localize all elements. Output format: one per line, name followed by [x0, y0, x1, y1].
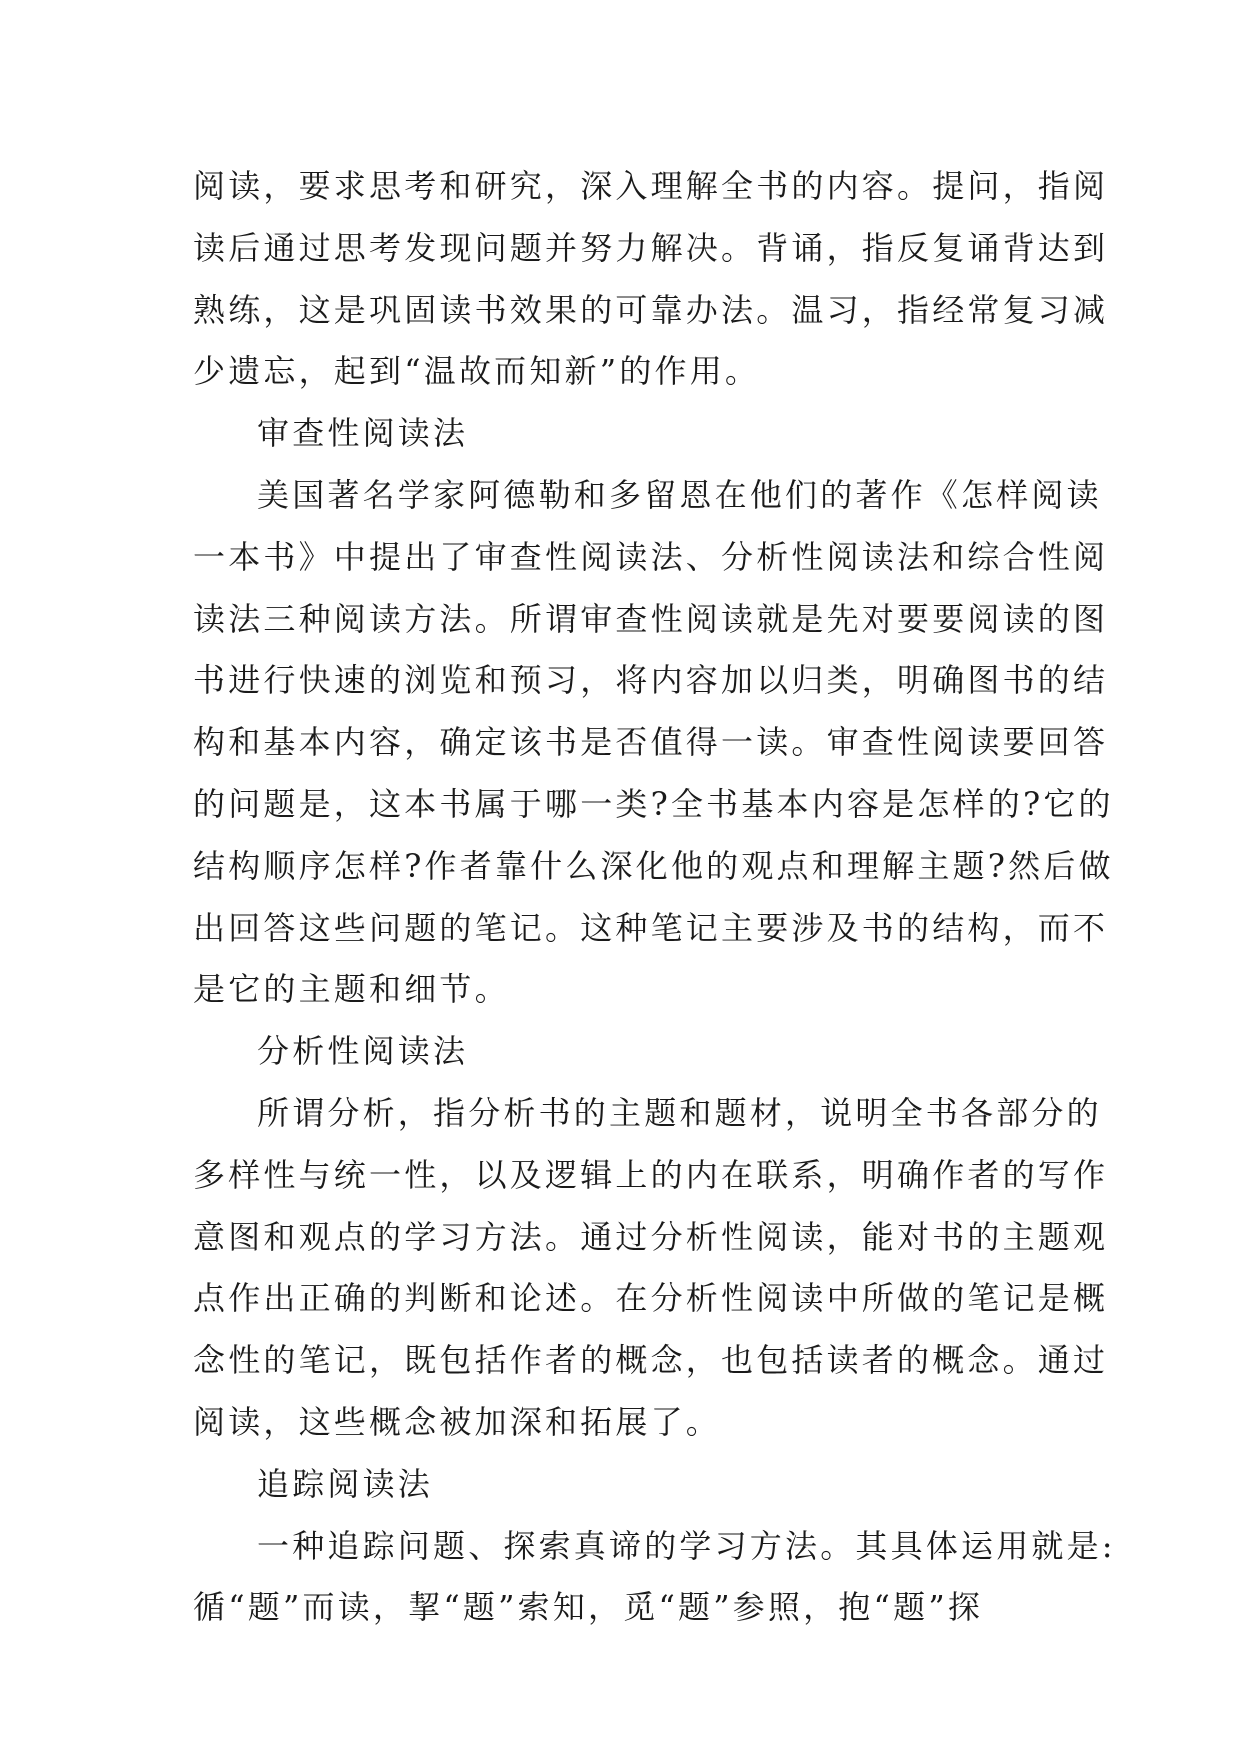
- section-heading-analytical-reading: [193, 1021, 1056, 1083]
- body-paragraph: [193, 1516, 1116, 1640]
- body-paragraph: [193, 465, 1114, 1021]
- text-line: 所谓分析，指分析书的主题和题材，说明全书各部分的: [257, 1093, 1102, 1132]
- text-line: 少遗忘，起到“温故而知新”的作用。: [193, 352, 761, 391]
- text-line: 出回答这些问题的笔记。这种笔记主要涉及书的结构，而不: [193, 908, 1109, 947]
- document-body: [193, 156, 1116, 1639]
- text-line: 意图和观点的学习方法。通过分析性阅读，能对书的主题观: [193, 1217, 1109, 1256]
- text-line: 熟练，这是巩固读书效果的可靠办法。温习，指经常复习减: [193, 290, 1109, 329]
- text-line: 循“题”而读，挈“题”索知，觅“题”参照，抱“题”探: [193, 1588, 984, 1627]
- text-line: 阅读，要求思考和研究，深入理解全书的内容。提问，指阅: [193, 167, 1109, 205]
- body-paragraph: [193, 156, 1109, 403]
- text-line: 念性的笔记，既包括作者的概念，也包括读者的概念。通过: [193, 1341, 1109, 1380]
- section-heading-review-reading: [193, 403, 1056, 465]
- text-line: 是它的主题和细节。: [193, 970, 510, 1009]
- text-line: 的问题是，这本书属于哪一类?全书基本内容是怎样的?它的: [193, 784, 1114, 823]
- text-line: 一种追踪问题、探索真谛的学习方法。其具体运用就是:: [257, 1526, 1116, 1565]
- text-line: 读法三种阅读方法。所谓审查性阅读就是先对要要阅读的图: [193, 599, 1109, 638]
- body-paragraph: [193, 1083, 1109, 1454]
- text-line: 美国著名学家阿德勒和多留恩在他们的著作《怎样阅读: [257, 475, 1102, 514]
- heading-text: 审查性阅读法: [257, 414, 469, 453]
- text-line: 点作出正确的判断和论述。在分析性阅读中所做的笔记是概: [193, 1279, 1109, 1318]
- heading-text: 追踪阅读法: [257, 1464, 434, 1503]
- text-line: 书进行快速的浏览和预习，将内容加以归类，明确图书的结: [193, 661, 1109, 700]
- text-line: 构和基本内容，确定该书是否值得一读。审查性阅读要回答: [193, 723, 1109, 762]
- section-heading-tracking-reading: [193, 1454, 1056, 1516]
- text-line: 阅读，这些概念被加深和拓展了。: [193, 1402, 722, 1441]
- text-line: 读后通过思考发现问题并努力解决。背诵，指反复诵背达到: [193, 228, 1109, 267]
- text-line: 一本书》中提出了审查性阅读法、分析性阅读法和综合性阅: [193, 537, 1109, 576]
- text-line: 多样性与统一性，以及逻辑上的内在联系，明确作者的写作: [193, 1155, 1109, 1194]
- text-line: 结构顺序怎样?作者靠什么深化他的观点和理解主题?然后做: [193, 846, 1114, 885]
- heading-text: 分析性阅读法: [257, 1032, 469, 1071]
